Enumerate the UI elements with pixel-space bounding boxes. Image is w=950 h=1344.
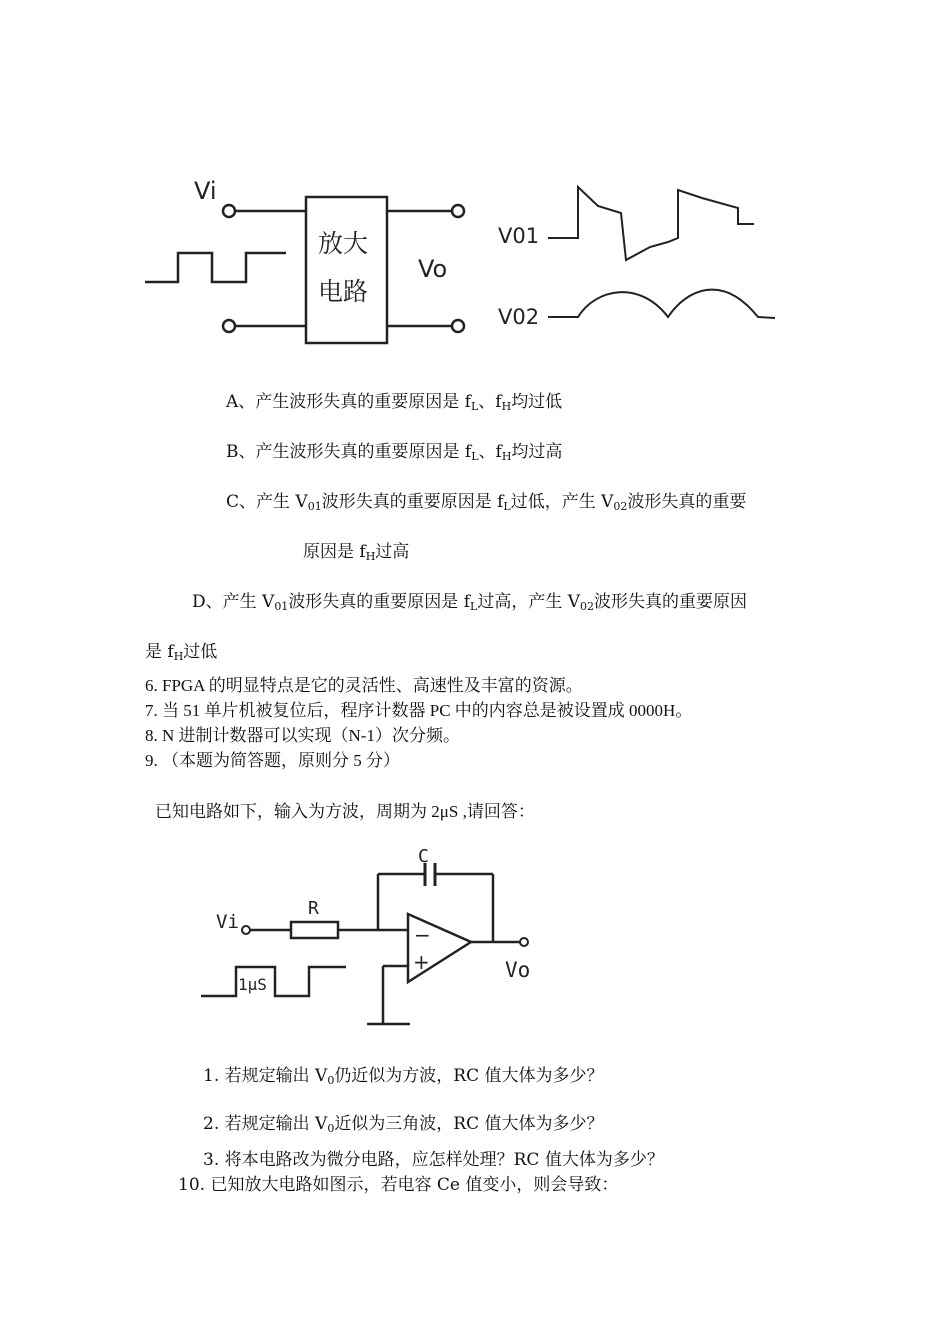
pulse-width-label: 1μS: [238, 975, 267, 994]
vi-label-2: Vi: [216, 911, 239, 933]
amplifier-block: [306, 197, 387, 343]
item-9: 9. （本题为简答题，原则分 5 分）: [145, 751, 400, 770]
vi-terminal: [242, 926, 250, 934]
item-6: 6. FPGA 的明显特点是它的灵活性、高速性及丰富的资源。: [145, 676, 583, 695]
option-c: C、产生 $V_{01}$波形失真的重要原因是 $f_L$过低，产生 $V_{02}$波形失真的重要: [226, 492, 747, 513]
v01-waveform: [548, 187, 754, 260]
item-8: 8. N 进制计数器可以实现（N-1）次分频。: [145, 726, 460, 745]
subquestion-1: 1. 若规定输出 $V_0$仍近似为方波，RC 值大体为多少？: [203, 1066, 604, 1087]
v02-waveform: [548, 290, 775, 318]
circuit-intro: 已知电路如下，输入为方波，周期为 2μS ,请回答：: [155, 802, 535, 821]
option-c-line2: 原因是 $f_H$过高: [303, 542, 410, 563]
vo-label: Vo: [418, 255, 448, 283]
resistor-label: R: [308, 898, 319, 919]
output-terminal-bottom: [452, 320, 464, 332]
vi-label: Vi: [194, 177, 217, 205]
question-10: 10. 已知放大电路如图示，若电容 Ce 值变小，则会导致：: [178, 1175, 619, 1195]
block-label-2: 电路: [318, 277, 369, 306]
resistor: [291, 922, 338, 938]
op-amp-minus: −: [414, 923, 431, 947]
option-d: D、产生 $V_{01}$波形失真的重要原因是 $f_L$过高，产生 $V_{02}$波形失真的重要原因: [192, 592, 748, 613]
integrator-diagram: [0, 840, 950, 1040]
input-terminal-top: [223, 205, 235, 217]
vo-terminal: [520, 938, 528, 946]
option-d-line2: 是 $f_H$过低: [145, 642, 218, 663]
input-terminal-bottom: [223, 320, 235, 332]
item-7: 7. 当 51 单片机被复位后，程序计数器 PC 中的内容总是被设置成 0000H。: [145, 701, 693, 720]
input-square-wave: [145, 253, 286, 282]
v01-label: V01: [498, 224, 540, 248]
op-amp-plus: +: [413, 950, 430, 974]
v02-label: V02: [498, 305, 540, 329]
vo-label-2: Vo: [505, 958, 531, 982]
input-pulse: [201, 967, 346, 996]
amplifier-diagram: [0, 0, 950, 360]
subquestion-3: 3. 将本电路改为微分电路，应怎样处理？RC 值大体为多少？: [203, 1150, 664, 1170]
option-b: B、产生波形失真的重要原因是 $f_L$、$f_H$均过高: [226, 442, 563, 463]
subquestion-2: 2. 若规定输出 $V_0$近似为三角波，RC 值大体为多少？: [203, 1114, 604, 1135]
block-label-1: 放大: [318, 229, 369, 258]
capacitor-label: C: [418, 846, 429, 867]
option-a: A、产生波形失真的重要原因是 $f_L$、$f_H$均过低: [226, 392, 563, 413]
output-terminal-top: [452, 205, 464, 217]
